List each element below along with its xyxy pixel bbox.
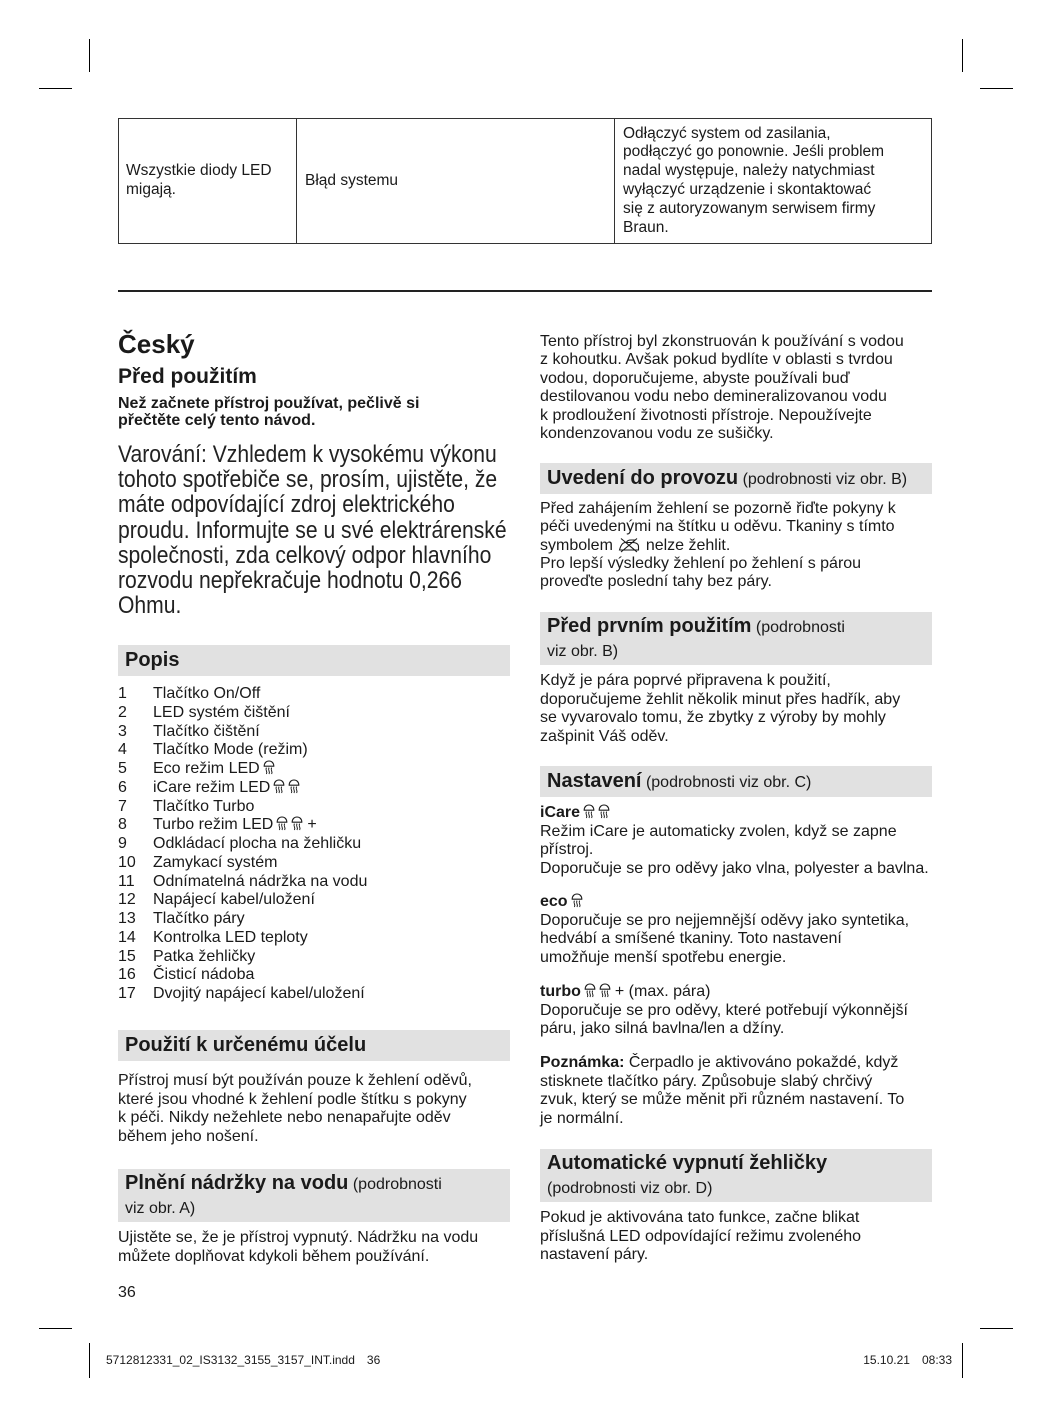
steam-icon (288, 779, 300, 794)
item-number: 16 (118, 966, 136, 984)
mode-description: Doporučuje se pro nejjemnější oděvy jako syntetika, hedvábí a smíšené tkaniny. Toto nastavení umožňuje menší spotřebu energie. (540, 911, 910, 967)
section-divider (118, 290, 932, 292)
first-use-heading-box (540, 612, 932, 665)
parts-list (118, 685, 510, 1004)
water-info-text: Tento přístroj byl zkonstruován k používání s vodou z kohoutku. Avšak pokud bydlíte v oblasti s tvrdou vodou, doporučujeme, abyste používali buď destilovanou vodu nebo demineralizovanou vodu k prodloužení životnosti přístroje. Nepoužívejte kondenzovanou vodu ze sušičky. (540, 333, 904, 443)
steam-icon (263, 760, 275, 775)
crop-mark-bottom-left-horizontal (39, 1328, 72, 1329)
mode-icare (540, 804, 940, 879)
settings-figure-ref: (podrobnosti viz obr. C) (645, 774, 812, 791)
item-label: Dvojitý napájecí kabel/uložení (153, 985, 365, 1002)
item-label: Zamykací systém (153, 853, 278, 871)
list-item (118, 854, 510, 873)
item-number: 5 (118, 760, 127, 777)
steam-icon (276, 816, 288, 831)
item-number: 13 (118, 910, 136, 927)
list-item (118, 685, 510, 704)
list-item (118, 704, 510, 723)
item-number: 15 (118, 947, 136, 965)
list-item (118, 798, 510, 817)
item-label: Odnímatelná nádržka na vodu (153, 872, 368, 890)
item-number: 14 (118, 928, 136, 946)
steam-icon (584, 983, 596, 998)
item-label: Turbo režim LED (153, 816, 274, 834)
troubleshooting-table (118, 118, 932, 244)
mode-eco (540, 893, 940, 968)
list-item (118, 966, 510, 985)
item-label: Tlačítko páry (153, 910, 245, 927)
print-date: 15.10.21 (863, 1353, 910, 1367)
item-label: Kontrolka LED teploty (153, 928, 308, 946)
item-number: 8 (118, 816, 127, 834)
steam-icon (273, 779, 285, 794)
operation-text-before: Před zahájením žehlení se pozorně řiďte pokyny k péči uvedenými na štítku u oděvu. Tkaniny s tímto symbolem (540, 500, 896, 554)
print-file-name: 5712812331_02_IS3132_3155_3157_INT.indd (106, 1353, 355, 1367)
print-file-info (106, 1353, 380, 1367)
item-number: 6 (118, 778, 127, 796)
item-number: 7 (118, 797, 127, 815)
page-number: 36 (118, 1284, 136, 1301)
list-item (118, 760, 510, 779)
item-label: Napájecí kabel/uložení (153, 891, 315, 909)
filling-heading-box (118, 1169, 510, 1222)
item-label: Čisticí nádoba (153, 966, 255, 984)
remedy-text: Odłączyć system od zasilania, podłączyć go ponownie. Jeśli problem nadal występuje, należy natychmiast wyłączyć urządzenie i skontaktować się z autoryzowanym serwisem firmy Braun. (623, 124, 885, 236)
item-label: Tlačítko Mode (režim) (153, 741, 308, 759)
mode-name: iCare (540, 804, 581, 821)
remedy-cell (615, 119, 931, 243)
item-label: LED systém čištění (153, 703, 290, 721)
item-label: Patka žehličky (153, 947, 256, 965)
mode-turbo (540, 983, 940, 1039)
table-row (119, 119, 931, 243)
item-label: Tlačítko čištění (153, 722, 260, 740)
print-page-number: 36 (366, 1353, 381, 1367)
cause-text: Błąd systemu (305, 171, 399, 189)
steam-icon (291, 816, 303, 831)
print-time: 08:33 (921, 1353, 952, 1367)
operation-heading-box (540, 463, 932, 494)
item-number: 2 (118, 703, 127, 721)
item-label: Tlačítko Turbo (153, 797, 255, 815)
list-item (118, 779, 510, 798)
list-item (118, 873, 510, 892)
crop-mark-bottom-right-horizontal (980, 1328, 1013, 1329)
list-item (118, 910, 510, 929)
item-number: 3 (118, 722, 127, 740)
filling-text: Ujistěte se, že je přístroj vypnutý. Nádržku na vodu můžete doplňovat kdykoli během používání. (118, 1229, 479, 1265)
intended-use-text: Přístroj musí být používán pouze k žehlení oděvů, které jsou vhodné k žehlení podle štítku s pokyny k péči. Nikdy nežehlete nebo nenapařujte oděv během jeho nošení. (118, 1072, 472, 1146)
filling-figure-ref: (podrobnosti viz obr. A) (125, 1176, 442, 1217)
settings-heading: Nastavení (547, 770, 642, 792)
operation-figure-ref: (podrobnosti viz obr. B) (742, 471, 908, 488)
read-instructions-note: Než začnete přístroj používat, pečlivě si přečtěte celý tento návod. (118, 395, 420, 429)
steam-icon (583, 804, 595, 819)
note-text: Čerpadlo je aktivováno pokaždé, když stisknete tlačítko páry. Způsobuje slabý chrčivý zvuk, který se může měnit při různém nastavení. To je normální. (540, 1054, 905, 1128)
steam-icon (599, 983, 611, 998)
crop-mark-top-right-vertical (962, 39, 963, 72)
mode-title (540, 893, 940, 912)
mode-title (540, 804, 940, 823)
list-item (118, 816, 510, 835)
list-item (118, 985, 510, 1004)
item-label: Tlačítko On/Off (153, 685, 261, 702)
cause-cell (297, 119, 615, 243)
crop-mark-bottom-right-vertical (962, 1343, 963, 1378)
intended-use-heading-box (118, 1030, 510, 1061)
list-item (118, 723, 510, 742)
language-title: Český (118, 329, 195, 359)
mode-name: eco (540, 893, 568, 910)
filling-heading: Plnění nádržky na vodu (125, 1172, 349, 1194)
list-item (118, 835, 510, 854)
first-use-heading: Před prvním použitím (547, 615, 752, 637)
crop-mark-top-left-vertical (89, 39, 90, 72)
mode-name: turbo (540, 983, 581, 1000)
item-label: iCare režim LED (153, 778, 271, 796)
item-suffix: + (307, 816, 317, 834)
first-use-text: Když je pára poprvé připravena k použití, doporučujeme žehlit několik minut přes hadřík, aby se vyvarovalo tomu, že zbytky z výroby by mohly zašpinit Váš oděv. (540, 672, 901, 746)
auto-off-figure-ref: (podrobnosti viz obr. D) (547, 1180, 713, 1197)
intended-use-heading: Použití k určenému účelu (125, 1034, 367, 1056)
item-number: 10 (118, 853, 136, 871)
auto-off-text: Pokud je aktivována tato funkce, začne blikat příslušná LED odpovídající režimu zvoleného nastavení páry. (540, 1209, 862, 1264)
steam-icon (571, 893, 583, 908)
list-item (118, 891, 510, 910)
mode-description: Režim iCare je automaticky zvolen, když se zapne přístroj. Doporučuje se pro oděvy jako vlna, polyester a bavlna. (540, 822, 929, 878)
item-number: 11 (118, 872, 135, 890)
before-use-heading: Před použitím (118, 365, 257, 388)
description-heading: Popis (125, 649, 180, 671)
mode-title (540, 983, 940, 1002)
print-timestamp (863, 1353, 952, 1367)
symptom-cell (119, 119, 297, 243)
steam-icon (598, 804, 610, 819)
auto-off-heading-box (540, 1149, 932, 1202)
crop-mark-top-left-horizontal (39, 88, 72, 89)
auto-off-heading: Automatické vypnutí žehličky (547, 1152, 828, 1174)
item-number: 9 (118, 835, 127, 852)
note-label: Poznámka: (540, 1054, 625, 1071)
list-item (118, 929, 510, 948)
crop-mark-top-right-horizontal (980, 88, 1013, 89)
item-number: 1 (118, 685, 127, 702)
mode-suffix: + (max. pára) (614, 983, 711, 1000)
item-number: 17 (118, 985, 136, 1002)
operation-text-after: nelze žehlit. Pro lepší výsledky žehlení po žehlení s párou proveďte poslední tahy bez páry. (540, 536, 862, 590)
power-warning: Varování: Vzhledem k vysokému výkonu tohoto spotřebiče se, prosím, ujistěte, že máte odpovídající zdroj elektrického proudu. Informujte se u své elektrárenské společnosti, zda celkový odpor hlavního rozvodu nepřekračuje hodnotu 0,266 Ohmu. (118, 441, 507, 620)
item-label: Eco režim LED (153, 760, 260, 777)
mode-description: Doporučuje se pro oděvy, které potřebují výkonnější páru, jako silná bavlna/len a džíny. (540, 1001, 908, 1037)
do-not-iron-icon (617, 537, 641, 553)
first-use-figure-ref: (podrobnosti viz obr. B) (547, 619, 845, 660)
item-label: Odkládací plocha na žehličku (153, 835, 362, 852)
operation-heading: Uvedení do provozu (547, 467, 739, 489)
crop-mark-bottom-left-vertical (89, 1343, 90, 1378)
list-item (118, 741, 510, 760)
symptom-text: Wszystkie diody LED migają. (126, 162, 272, 198)
item-number: 12 (118, 891, 136, 909)
item-number: 4 (118, 741, 127, 759)
operation-text (540, 500, 940, 591)
list-item (118, 948, 510, 967)
settings-heading-box (540, 766, 932, 797)
settings-note (540, 1054, 940, 1129)
description-heading-box (118, 645, 510, 676)
